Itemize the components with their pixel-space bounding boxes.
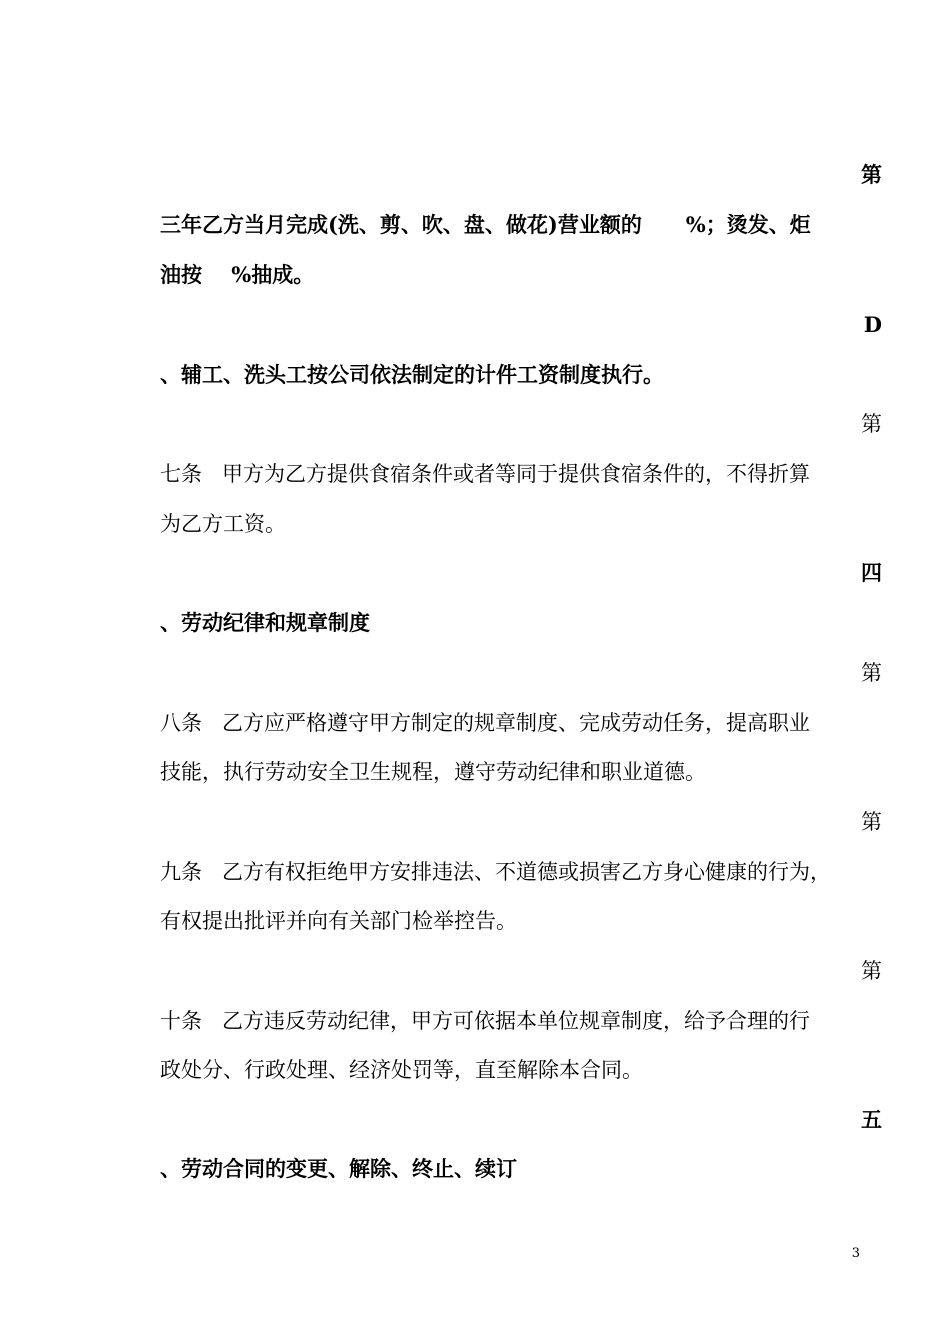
heading-fragment-d: D xyxy=(863,312,882,337)
text-line: 三年乙方当月完成(洗、剪、吹、盘、做花)营业额的 %；烫发、炬 xyxy=(160,212,811,237)
page-number: 3 xyxy=(851,1246,860,1261)
article-7-line: 七条 甲方为乙方提供食宿条件或者等同于提供食宿条件的，不得折算 xyxy=(160,462,811,486)
article-10-line: 十条 乙方违反劳动纪律，甲方可依据本单位规章制度，给予合理的行 xyxy=(160,1009,811,1033)
article-8-line: 技能，执行劳动安全卫生规程，遵守劳动纪律和职业道德。 xyxy=(160,760,706,784)
section-number: 四 xyxy=(861,560,882,585)
section-number: 五 xyxy=(861,1107,882,1132)
section-heading: 、劳动纪律和规章制度 xyxy=(160,610,370,635)
article-9-line: 有权提出批评并向有关部门检举控告。 xyxy=(160,909,517,933)
article-10-line: 政处分、行政处理、经济处罚等，直至解除本合同。 xyxy=(160,1058,643,1082)
article-8-line: 八条 乙方应严格遵守甲方制定的规章制度、完成劳动任务，提高职业 xyxy=(160,711,811,735)
article-prefix: 第 xyxy=(861,412,882,436)
article-9-line: 九条 乙方有权拒绝甲方安排违法、不道德或损害乙方身心健康的行为， xyxy=(160,860,832,884)
article-7-line: 为乙方工资。 xyxy=(160,512,286,536)
heading-fragment-di: 第 xyxy=(861,162,882,187)
article-prefix: 第 xyxy=(861,959,882,983)
text-line: 、辅工、洗头工按公司依法制定的计件工资制度执行。 xyxy=(160,362,664,387)
article-prefix: 第 xyxy=(861,810,882,834)
article-prefix: 第 xyxy=(861,661,882,685)
text-line: 油按 %抽成。 xyxy=(160,262,315,287)
section-heading: 、劳动合同的变更、解除、终止、续订 xyxy=(160,1156,517,1181)
